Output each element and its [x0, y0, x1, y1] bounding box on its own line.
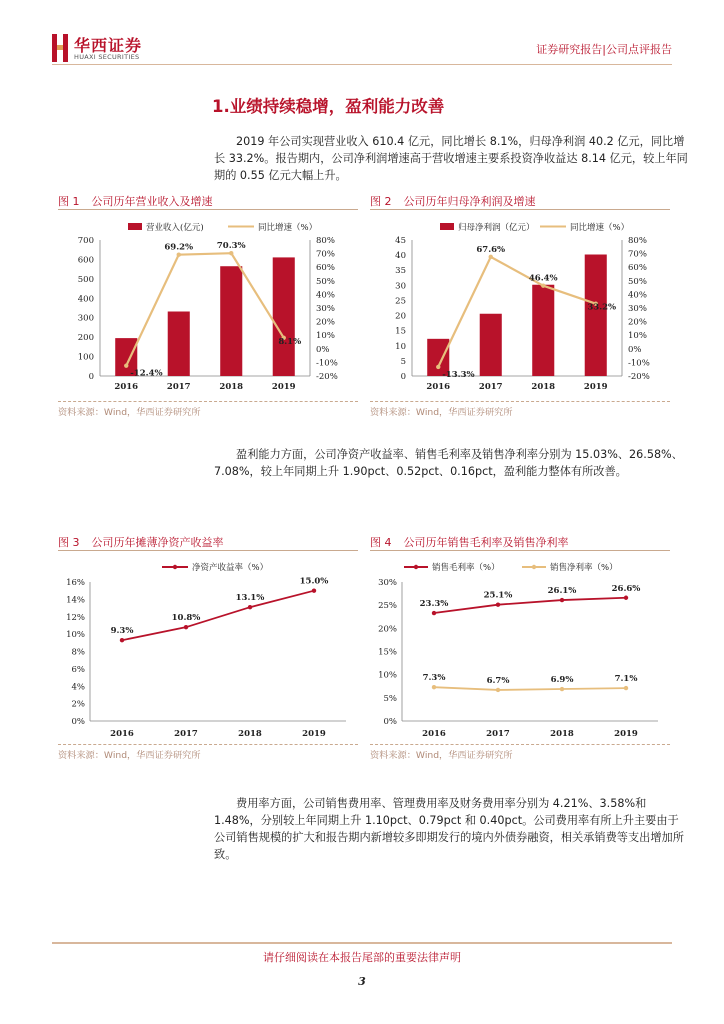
fig4-caption: 公司历年销售毛利率及销售净利率 [403, 536, 569, 549]
growth-point [177, 252, 181, 256]
growth-point [436, 365, 440, 369]
series-line [434, 687, 626, 690]
page-number: 3 [358, 975, 366, 988]
left-tick-label: 400 [77, 294, 94, 305]
bar [220, 266, 242, 376]
growth-data-label: -12.4% [130, 368, 163, 379]
fig2-source: 资料来源：Wind，华西证券研究所 [370, 407, 513, 418]
chart-net-profit [370, 214, 670, 400]
y-tick-label: 4% [71, 682, 85, 693]
x-tick-label: 2016 [422, 729, 446, 739]
bar [273, 257, 295, 376]
right-tick-label: 30% [316, 304, 335, 314]
fig2-rule [370, 209, 670, 210]
right-tick-label: 80% [628, 236, 647, 246]
series-point [496, 688, 500, 692]
chart-roe [58, 555, 358, 743]
data-label: 6.9% [550, 675, 574, 686]
data-label: 10.8% [171, 613, 201, 624]
left-tick-label: 35 [395, 266, 406, 277]
header-divider [52, 64, 672, 65]
fig1-rule [58, 209, 358, 210]
y-tick-label: 30% [378, 578, 397, 588]
right-tick-label: 10% [316, 331, 335, 342]
logo-text-cn: 华西证券 [74, 36, 143, 55]
right-tick-label: -10% [316, 358, 338, 369]
legend-marker-gross [414, 565, 418, 569]
x-tick-label: 2016 [426, 382, 451, 392]
series-point [624, 686, 628, 690]
right-tick-label: 80% [316, 236, 335, 246]
fig1-caption: 公司历年营业收入及增速 [91, 195, 213, 208]
fig4-rule [370, 550, 670, 551]
data-label: 26.1% [547, 586, 577, 597]
growth-data-label: 70.3% [216, 241, 246, 252]
y-tick-label: 10% [378, 670, 397, 681]
x-tick-label: 2016 [110, 729, 134, 739]
fig4-title [370, 534, 569, 550]
x-tick-label: 2016 [114, 382, 139, 392]
series-point [184, 625, 188, 629]
growth-point [229, 251, 233, 255]
legend-label-gross: 销售毛利率（%） [432, 563, 500, 573]
fig3-source-rule [58, 744, 358, 745]
right-tick-label: 40% [628, 290, 647, 301]
left-tick-label: 45 [395, 236, 406, 246]
left-tick-label: 200 [77, 333, 94, 344]
left-tick-label: 30 [395, 281, 406, 292]
right-tick-label: 60% [628, 263, 647, 274]
legend-line-label: 同比增速（%） [258, 223, 318, 233]
left-tick-label: 700 [77, 236, 94, 246]
data-label: 25.1% [483, 590, 513, 601]
data-label: 7.3% [422, 673, 446, 684]
fig2-caption: 公司历年归母净利润及增速 [403, 195, 536, 208]
fig4-source: 资料来源：Wind，华西证券研究所 [370, 750, 513, 761]
legend-bar-swatch [440, 223, 454, 230]
legend-bar-swatch [128, 223, 142, 230]
paragraph-expenses: 费用率方面，公司销售费用率、管理费用率及财务费用率分别为 4.21%、3.58%和 1.48%，分别较上年同期上升 1.10pct、0.79pct 和 0.40pct。公司费用率有所上升主要由于公司销售规模的扩大和报告期内新增较多即期发行的境内外债券融资，相关承销费等支出增加所致。 [214, 797, 684, 861]
y-tick-label: 16% [66, 578, 85, 588]
growth-point [124, 363, 128, 367]
x-tick-label: 2018 [219, 382, 244, 392]
right-tick-label: 0% [316, 344, 330, 355]
left-tick-label: 100 [77, 352, 94, 363]
left-tick-label: 0 [400, 372, 406, 382]
series-point [624, 596, 628, 600]
right-tick-label: 20% [628, 317, 647, 328]
fig3-caption: 公司历年摊薄净资产收益率 [91, 536, 224, 549]
left-tick-label: 25 [395, 296, 406, 307]
x-tick-label: 2018 [238, 729, 262, 739]
right-tick-label: 70% [628, 249, 647, 260]
right-tick-label: 60% [316, 263, 335, 274]
chart-margins [370, 555, 670, 743]
fig3-source: 资料来源：Wind，华西证券研究所 [58, 750, 201, 761]
legend-bar-label: 营业收入(亿元) [146, 223, 204, 233]
y-tick-label: 0% [71, 717, 85, 727]
y-tick-label: 15% [378, 647, 397, 658]
data-label: 23.3% [419, 599, 449, 610]
left-tick-label: 5 [400, 356, 406, 367]
x-tick-label: 2019 [271, 382, 296, 392]
left-tick-label: 600 [77, 255, 94, 266]
left-tick-label: 40 [395, 251, 406, 262]
report-type: 证券研究报告|公司点评报告 [536, 43, 672, 56]
right-tick-label: -20% [628, 372, 650, 382]
bar [480, 314, 502, 376]
data-label: 9.3% [110, 626, 134, 637]
paragraph-revenue: 2019 年公司实现营业收入 610.4 亿元，同比增长 8.1%，归母净利润 40.2 亿元，同比增长 33.2%。报告期内，公司净利润增速高于营收增速主要系投资净收益达 8.14 亿元，较上年同期的 0.55 亿元大幅上升。 [214, 135, 688, 182]
legal-notice: 请仔细阅读在本报告尾部的重要法律声明 [263, 951, 461, 964]
data-label: 7.1% [614, 674, 638, 685]
y-tick-label: 12% [66, 612, 85, 623]
series-point [432, 685, 436, 689]
growth-data-label: 46.4% [528, 273, 558, 284]
fig1-source: 资料来源：Wind，华西证券研究所 [58, 407, 201, 418]
left-tick-label: 20 [395, 311, 406, 322]
x-tick-label: 2019 [614, 729, 638, 739]
fig1-source-rule [58, 401, 358, 402]
growth-point [541, 283, 545, 287]
series-point [560, 687, 564, 691]
right-tick-label: 70% [316, 249, 335, 260]
fig2-title [370, 193, 536, 209]
data-label: 6.7% [486, 675, 510, 686]
left-tick-label: 0 [88, 372, 94, 382]
bar [585, 255, 607, 376]
paragraph-profitability: 盈利能力方面，公司净资产收益率、销售毛利率及销售净利率分别为 15.03%、26.58%、7.08%，较上年同期上升 1.90pct、0.52pct、0.16pct，盈利能力整体有所改善。 [214, 448, 683, 478]
data-label: 15.0% [299, 576, 329, 587]
y-tick-label: 20% [378, 624, 397, 635]
right-tick-label: 30% [628, 304, 647, 314]
legend-marker-net [532, 565, 536, 569]
logo-text-en: HUAXI SECURITIES [74, 53, 140, 61]
x-tick-label: 2018 [531, 382, 556, 392]
left-tick-label: 10 [395, 341, 406, 352]
y-tick-label: 8% [71, 647, 85, 658]
x-tick-label: 2018 [550, 729, 574, 739]
growth-data-label: -13.3% [442, 369, 475, 380]
x-tick-label: 2017 [174, 729, 198, 739]
legend-label-net: 销售净利率（%） [550, 563, 618, 573]
y-tick-label: 25% [378, 601, 397, 612]
x-tick-label: 2017 [166, 382, 191, 392]
right-tick-label: 50% [316, 276, 335, 287]
bar [532, 285, 554, 376]
right-tick-label: 10% [628, 331, 647, 342]
growth-line [126, 253, 284, 365]
series-line [434, 598, 626, 613]
left-tick-label: 500 [77, 274, 94, 285]
y-tick-label: 14% [66, 595, 85, 606]
series-point [496, 603, 500, 607]
right-tick-label: 50% [628, 276, 647, 287]
fig4-label: 图 4 [370, 536, 392, 549]
x-tick-label: 2017 [486, 729, 510, 739]
growth-point [489, 255, 493, 259]
bar [168, 311, 190, 376]
growth-data-label: 69.2% [164, 242, 194, 253]
section-title: 1.业绩持续稳增，盈利能力改善 [212, 97, 445, 116]
y-tick-label: 5% [383, 693, 397, 704]
legend-marker [173, 565, 177, 569]
growth-data-label: 33.2% [587, 302, 617, 313]
huaxi-logo-icon [52, 34, 68, 62]
x-tick-label: 2017 [478, 382, 503, 392]
fig1-title [58, 193, 213, 209]
legend-line-label: 同比增速（%） [570, 223, 630, 233]
growth-data-label: 67.6% [476, 244, 506, 255]
right-tick-label: 20% [316, 317, 335, 328]
series-point [560, 598, 564, 602]
fig2-source-rule [370, 401, 670, 402]
series-point [432, 611, 436, 615]
x-tick-label: 2019 [583, 382, 608, 392]
y-tick-label: 6% [71, 664, 85, 675]
fig4-source-rule [370, 744, 670, 745]
series-line [122, 591, 314, 641]
series-point [248, 605, 252, 609]
right-tick-label: -10% [628, 358, 650, 369]
series-point [312, 588, 316, 592]
growth-line [438, 257, 596, 367]
series-point [120, 638, 124, 642]
fig3-label: 图 3 [58, 536, 80, 549]
data-label: 26.6% [611, 583, 641, 594]
fig1-label: 图 1 [58, 195, 80, 208]
right-tick-label: 40% [316, 290, 335, 301]
y-tick-label: 10% [66, 630, 85, 641]
y-tick-label: 2% [71, 699, 85, 710]
left-tick-label: 300 [77, 313, 94, 324]
footer-divider [52, 942, 672, 944]
legend-label: 净资产收益率（%） [192, 563, 269, 573]
fig3-title [58, 534, 224, 550]
growth-data-label: 8.1% [278, 336, 302, 347]
right-tick-label: 0% [628, 344, 642, 355]
left-tick-label: 15 [395, 326, 406, 337]
data-label: 13.1% [235, 593, 265, 604]
right-tick-label: -20% [316, 372, 338, 382]
x-tick-label: 2019 [302, 729, 326, 739]
chart-revenue [58, 214, 358, 400]
y-tick-label: 0% [383, 717, 397, 727]
fig2-label: 图 2 [370, 195, 392, 208]
fig3-rule [58, 550, 358, 551]
legend-bar-label: 归母净利润（亿元） [458, 223, 535, 233]
